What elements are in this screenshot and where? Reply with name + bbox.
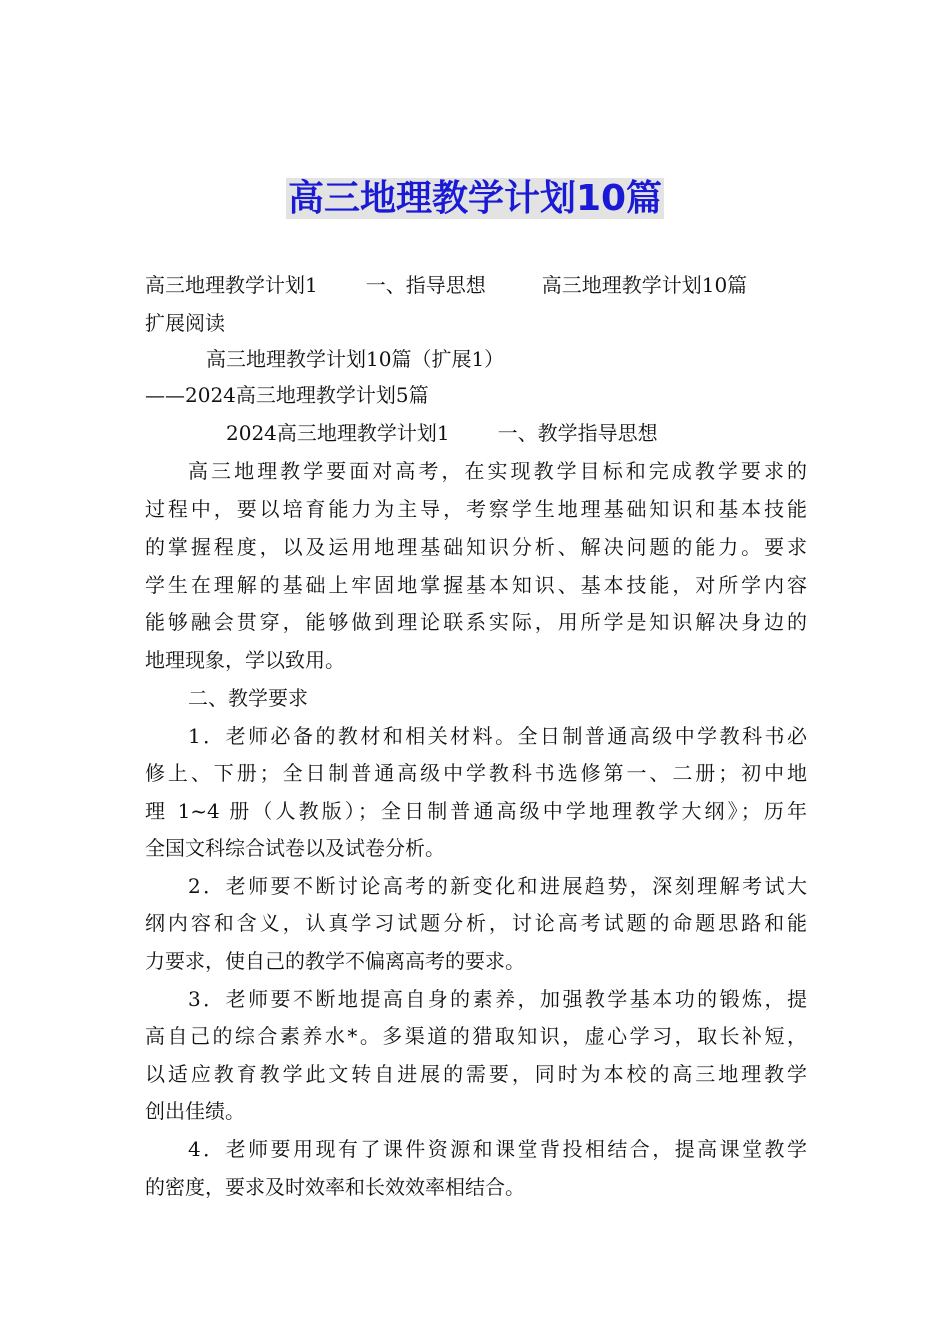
header-extended-reading: 扩展阅读 — [145, 311, 225, 335]
plan-heading-line — [226, 418, 807, 448]
body-line: 2．老师要不断讨论高考的新变化和进展趋势，深刻理解考试大 — [188, 874, 807, 898]
body-line: 全国文科综合试卷以及试卷分析。 — [145, 836, 445, 860]
body-line: 地理现象，学以致用。 — [145, 648, 345, 672]
header-plan-label: 高三地理教学计划1 — [145, 273, 318, 297]
body-line: 纲内容和含义，认真学习试题分析，讨论高考试题的命题思路和能 — [145, 911, 807, 935]
plan-heading: 2024高三地理教学计划1 — [226, 421, 450, 445]
header-collection-label: 高三地理教学计划10篇 — [541, 273, 748, 297]
body-line: 4．老师要用现有了课件资源和课堂背投相结合，提高课堂教学 — [188, 1137, 807, 1161]
body-line: 过程中，要以培育能力为主导，考察学生地理基础知识和基本技能 — [145, 497, 807, 521]
body-line: 创出佳绩。 — [145, 1099, 245, 1123]
body-line: 高自己的综合素养水*。多渠道的猎取知识，虚心学习，取长补短， — [145, 1024, 807, 1048]
body-line: 的密度，要求及时效率和长效效率相结合。 — [145, 1175, 525, 1199]
document-title — [0, 176, 950, 222]
body-line: 修上、下册；全日制普通高级中学教科书选修第一、二册；初中地 — [145, 761, 807, 785]
body-line: 能够融会贯穿，能够做到理论联系实际，用所学是知识解决身边的 — [145, 610, 807, 634]
extension-heading: 高三地理教学计划10篇（扩展1） — [206, 347, 505, 371]
body-line: 的掌握程度，以及运用地理基础知识分析、解决问题的能力。要求 — [145, 535, 807, 559]
body-line: 3．老师要不断地提高自身的素养，加强教学基本功的锻炼，提 — [188, 987, 807, 1011]
plan-guiding-heading: 一、教学指导思想 — [497, 421, 658, 445]
body-line: 理 1~4 册（人教版）；全日制普通高级中学地理教学大纲》；历年 — [145, 799, 807, 823]
body-line: 1．老师必备的教材和相关材料。全日制普通高级中学教科书必 — [188, 724, 807, 748]
header-line — [145, 270, 807, 300]
body-line: 以适应教育教学此文转自进展的需要，同时为本校的高三地理教学 — [145, 1062, 807, 1086]
section-heading: 二、教学要求 — [188, 686, 308, 710]
header-guiding-label: 一、指导思想 — [365, 273, 486, 297]
body-line: 学生在理解的基础上牢固地掌握基本知识、基本技能，对所学内容 — [145, 573, 807, 597]
body-line: 力要求，使自己的教学不偏离高考的要求。 — [145, 949, 525, 973]
title-text: 高三地理教学计划10篇 — [287, 178, 663, 219]
body-line: 高三地理教学要面对高考，在实现教学目标和完成教学要求的 — [188, 459, 807, 483]
extension-subheading: ——2024高三地理教学计划5篇 — [145, 383, 429, 407]
